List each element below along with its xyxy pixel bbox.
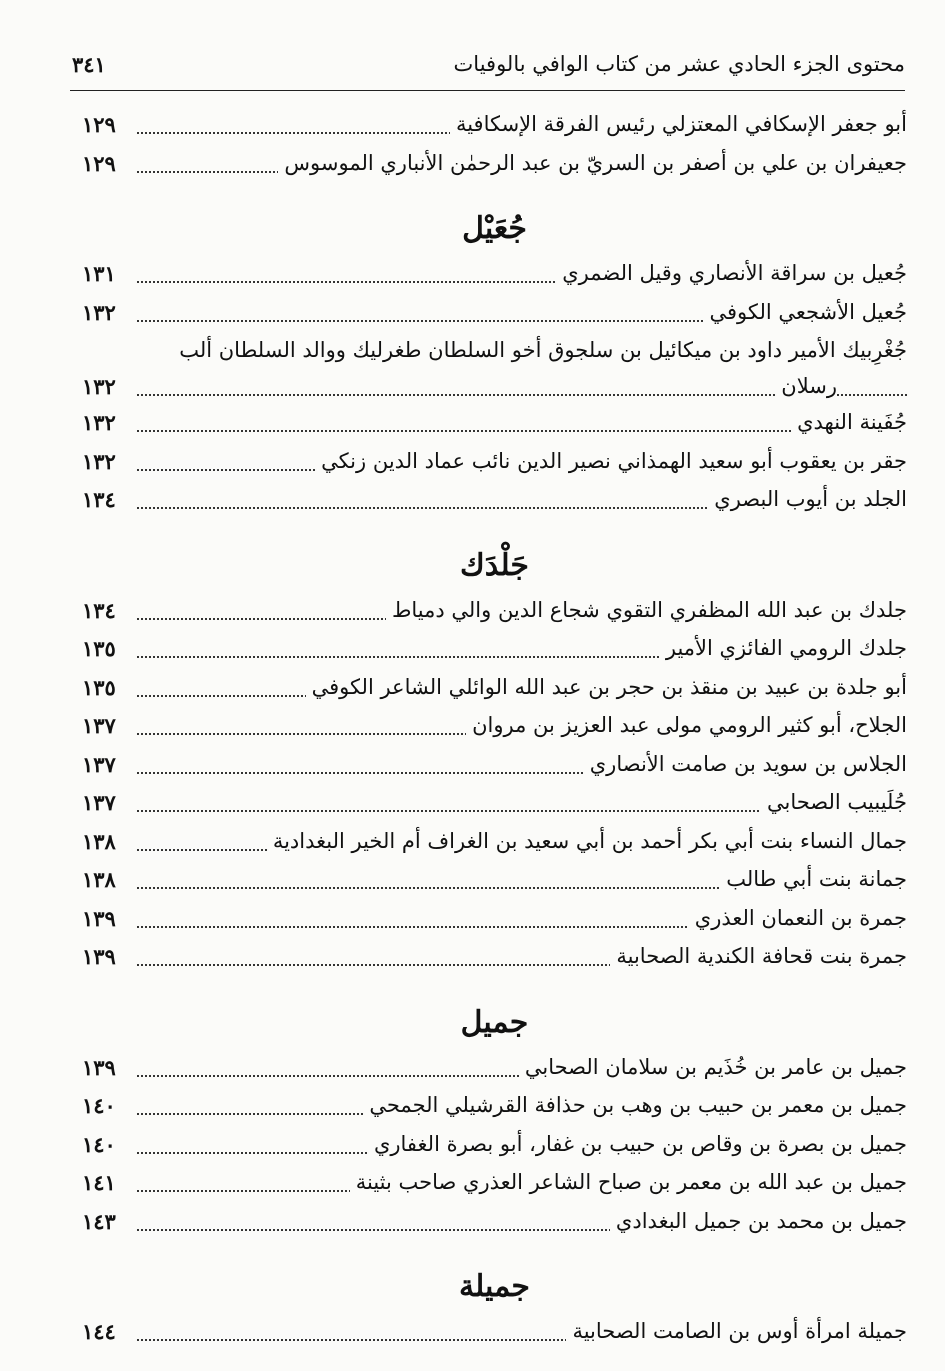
index-entry	[82, 404, 907, 443]
entry-page-number: ١٤٠	[82, 1131, 116, 1157]
entry-name: الجلاس بن سويد بن صامت الأنصاري	[584, 752, 907, 776]
entry-name: جلدك بن عبد الله المظفري التقوي شجاع الدين والي دمياط	[386, 598, 907, 622]
index-entry	[82, 1087, 907, 1126]
index-entry	[82, 1203, 907, 1242]
index-entry	[82, 630, 907, 669]
entry-page-number: ١٤٤	[82, 1319, 116, 1344]
entry-page-number: ١٣٢	[82, 374, 116, 399]
index-entry	[82, 294, 907, 333]
page-number: ٣٤١	[72, 52, 106, 77]
entry-name: الجلد بن أيوب البصري	[708, 487, 907, 511]
section-heading: جَلْدَك	[460, 547, 529, 583]
entry-page-number: ١٣٧	[82, 713, 116, 738]
index-entry	[82, 443, 907, 482]
entry-page-number: ١٢٩	[82, 112, 116, 137]
entry-page-number: ١٤٣	[82, 1208, 116, 1234]
header-title: محتوى الجزء الحادي عشر من كتاب الوافي بالوفيات	[453, 52, 905, 76]
entry-name: جمانة بنت أبي طالب	[720, 867, 907, 891]
index-entry	[82, 900, 907, 939]
running-header	[70, 48, 905, 91]
entry-page-number: ١٣٨	[82, 867, 116, 892]
index-entry-first-line	[82, 332, 907, 368]
entry-name: جمال النساء بنت أبي بكر أحمد بن أبي سعيد بن الغراف أم الخير البغدادية	[267, 829, 907, 853]
entry-page-number: ١٣٢	[82, 410, 116, 435]
entry-page-number: ١٤٠	[82, 1093, 116, 1118]
index-entry	[82, 1049, 907, 1088]
entry-name: جُعيل بن سراقة الأنصاري وقيل الضمري	[556, 261, 907, 285]
index-entry	[82, 1313, 907, 1352]
section-heading: جُعَيْل	[462, 211, 527, 246]
section-heading: جميلة	[459, 1269, 530, 1304]
entry-page-number: ١٣٥	[82, 674, 116, 700]
index-entry	[82, 592, 907, 631]
entry-page-number: ١٣١	[82, 261, 116, 286]
entry-name: جعيفران بن علي بن أصفر بن السريّ بن عبد الرحمٰن الأنباري الموسوس	[278, 151, 907, 175]
entry-name: جميل بن محمد بن جميل البغدادي	[610, 1209, 907, 1233]
section-heading: جميل	[460, 1004, 529, 1040]
entry-page-number: ١٣٤	[82, 597, 116, 623]
entry-page-number: ١٣٩	[82, 944, 116, 969]
index-entry	[82, 669, 907, 708]
entry-page-number: ١٣٢	[82, 299, 116, 325]
entry-name: الجلاح، أبو كثير الرومي مولى عبد العزيز بن مروان	[466, 713, 907, 737]
index-content	[82, 92, 907, 1352]
entry-page-number: ١٤١	[82, 1170, 116, 1195]
entry-page-number: ١٣٧	[82, 751, 116, 777]
index-entry	[82, 145, 907, 184]
entry-name: جميلة امرأة أوس بن الصامت الصحابية	[566, 1319, 907, 1343]
index-entry	[82, 1164, 907, 1203]
entry-name: جمرة بنت قحافة الكندية الصحابية	[610, 944, 907, 968]
index-entry	[82, 707, 907, 746]
entry-page-number: ١٣٤	[82, 487, 116, 512]
index-entry	[82, 784, 907, 823]
entry-name: جُلَيبيب الصحابي	[761, 790, 907, 814]
index-entry	[82, 938, 907, 977]
index-entry	[82, 746, 907, 785]
index-entry-second-line	[82, 368, 907, 404]
entry-name: جميل بن عامر بن خُذَيم بن سلامان الصحابي	[519, 1055, 907, 1079]
entry-name-continued: رسلان	[775, 374, 837, 398]
entry-page-number: ١٣٩	[82, 905, 116, 931]
entry-name: أبو جعفر الإسكافي المعتزلي رئيس الفرقة الإسكافية	[450, 112, 907, 136]
entry-name: جُعيل الأشجعي الكوفي	[703, 300, 907, 324]
index-entry	[82, 861, 907, 900]
entry-page-number: ١٣٧	[82, 790, 116, 815]
index-entry	[82, 106, 907, 145]
entry-name: جميل بن معمر بن حبيب بن وهب بن حذافة القرشيلي الجمحي	[363, 1093, 907, 1117]
entry-name: جُغْرِبيك الأمير داود بن ميكائيل بن سلجوق أخو السلطان طغرليك ووالد السلطان ألب	[179, 338, 907, 362]
index-entry	[82, 481, 907, 520]
entry-name: جميل بن بصرة بن وقاص بن حبيب بن غفار، أبو بصرة الغفاري	[368, 1132, 907, 1156]
entry-page-number: ١٣٢	[82, 448, 116, 474]
entry-name: جقر بن يعقوب أبو سعيد الهمذاني نصير الدين نائب عماد الدين زنكي	[315, 449, 907, 473]
entry-name: جميل بن عبد الله بن معمر بن صباح الشاعر العذري صاحب بثينة	[350, 1170, 907, 1194]
entry-name: أبو جلدة بن عبيد بن منقذ بن حجر بن عبد الله الوائلي الشاعر الكوفي	[306, 675, 907, 699]
entry-name: جمرة بن النعمان العذري	[689, 906, 907, 930]
entry-page-number: ١٣٨	[82, 828, 116, 854]
entry-page-number: ١٢٩	[82, 150, 116, 176]
entry-page-number: ١٣٥	[82, 636, 116, 661]
index-entry	[82, 823, 907, 862]
entry-name: جُفَينة النهدي	[791, 410, 907, 434]
entry-name: جلدك الرومي الفائزي الأمير	[660, 636, 907, 660]
entry-page-number: ١٣٩	[82, 1054, 116, 1080]
index-entry	[82, 1126, 907, 1165]
index-entry	[82, 255, 907, 294]
